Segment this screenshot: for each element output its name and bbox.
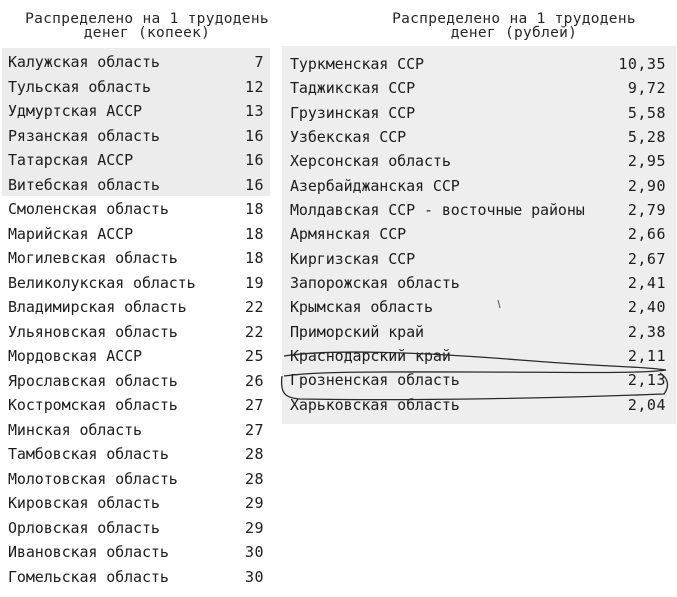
distribution-value: 28 bbox=[244, 469, 264, 488]
region-name: Рязанская область bbox=[8, 126, 160, 145]
distribution-value: 27 bbox=[244, 396, 264, 414]
region-name: Таджикская ССР bbox=[290, 79, 416, 98]
distribution-value: 29 bbox=[244, 494, 264, 512]
region-name: Марийская АССР bbox=[8, 224, 134, 243]
distribution-value: 5,28 bbox=[627, 128, 666, 147]
region-name: Крымская область bbox=[290, 298, 433, 317]
left-table bbox=[4, 50, 272, 589]
distribution-value: 29 bbox=[244, 518, 264, 537]
region-name: Грузинская ССР bbox=[290, 103, 416, 122]
distribution-value: 2,90 bbox=[627, 176, 666, 195]
distribution-value: 30 bbox=[244, 567, 264, 586]
left-table-row bbox=[4, 271, 272, 296]
distribution-value: 18 bbox=[244, 249, 264, 267]
distribution-value: 19 bbox=[244, 273, 264, 292]
right-table-row bbox=[286, 393, 672, 417]
region-name: Ивановская область bbox=[8, 543, 169, 561]
right-table-row bbox=[286, 198, 672, 222]
left-header-line-1: Распределено на 1 трудодень bbox=[25, 11, 269, 27]
region-name: Мордовская АССР bbox=[8, 347, 142, 365]
left-table-row bbox=[4, 491, 272, 516]
distribution-value: 2,13 bbox=[627, 371, 666, 390]
left-table-row bbox=[4, 50, 272, 75]
left-column-header bbox=[6, 12, 288, 40]
region-name: Великолукская область bbox=[8, 273, 196, 292]
left-table-row bbox=[4, 295, 272, 320]
distribution-value: 25 bbox=[244, 347, 264, 365]
right-table-row bbox=[286, 149, 672, 173]
region-name: Молдавская ССР - восточные районы bbox=[290, 201, 585, 220]
region-name: Молотовская область bbox=[8, 469, 178, 488]
distribution-value: 22 bbox=[244, 298, 264, 316]
region-name: Татарская АССР bbox=[8, 151, 134, 169]
left-table-row bbox=[4, 393, 272, 418]
left-table-row bbox=[4, 565, 272, 590]
right-table-row bbox=[286, 125, 672, 149]
region-name: Могилевская область bbox=[8, 249, 178, 267]
distribution-value: 2,66 bbox=[627, 225, 666, 244]
distribution-value: 12 bbox=[244, 77, 264, 96]
distribution-value: 2,11 bbox=[627, 347, 666, 366]
region-name: Приморский край bbox=[290, 322, 424, 341]
distribution-value: 28 bbox=[244, 445, 264, 463]
left-table-row bbox=[4, 99, 272, 124]
region-name: Орловская область bbox=[8, 518, 160, 537]
right-table-row bbox=[286, 344, 672, 368]
left-table-row bbox=[4, 516, 272, 541]
region-name: Краснодарский край bbox=[290, 347, 451, 366]
right-column-header bbox=[356, 12, 672, 40]
distribution-value: 2,79 bbox=[627, 201, 666, 220]
distribution-value: 22 bbox=[244, 322, 264, 341]
region-name: Тамбовская область bbox=[8, 445, 169, 463]
region-name: Грозненская область bbox=[290, 371, 460, 390]
region-name: Владимирская область bbox=[8, 298, 187, 316]
distribution-value: 16 bbox=[244, 175, 264, 194]
left-table-row bbox=[4, 246, 272, 271]
region-name: Тульская область bbox=[8, 77, 151, 96]
distribution-value: 16 bbox=[244, 151, 264, 169]
left-header-line-2: денег (копеек) bbox=[83, 25, 211, 41]
right-header-line-1: Распределено на 1 трудодень bbox=[392, 11, 636, 27]
right-table-row bbox=[286, 52, 672, 76]
region-name: Запорожская область bbox=[290, 274, 460, 293]
distribution-value: 9,72 bbox=[627, 79, 666, 98]
region-name: Армянская ССР bbox=[290, 225, 407, 244]
region-name: Узбекская ССР bbox=[290, 128, 407, 147]
region-name: Калужская область bbox=[8, 53, 160, 71]
distribution-value: 2,95 bbox=[627, 152, 666, 171]
left-table-row bbox=[4, 467, 272, 492]
right-table-row bbox=[286, 368, 672, 392]
right-table-row bbox=[286, 222, 672, 246]
left-table-row bbox=[4, 124, 272, 149]
left-table-row bbox=[4, 173, 272, 198]
distribution-value: 26 bbox=[244, 371, 264, 390]
left-table-row bbox=[4, 148, 272, 173]
region-name: Удмуртская АССР bbox=[8, 102, 142, 120]
right-table-row bbox=[286, 271, 672, 295]
left-table-row bbox=[4, 75, 272, 100]
region-name: Гомельская область bbox=[8, 567, 169, 586]
distribution-value: 30 bbox=[244, 543, 264, 561]
region-name: Ярославская область bbox=[8, 371, 178, 390]
right-table-row bbox=[286, 295, 672, 319]
distribution-value: 2,04 bbox=[627, 395, 666, 414]
left-table-row bbox=[4, 540, 272, 565]
distribution-value: 27 bbox=[244, 420, 264, 439]
distribution-value: 2,40 bbox=[627, 298, 666, 317]
left-table-row bbox=[4, 369, 272, 394]
left-table-row bbox=[4, 197, 272, 222]
distribution-value: 16 bbox=[244, 126, 264, 145]
right-table-row bbox=[286, 101, 672, 125]
right-header-line-2: денег (рублей) bbox=[450, 25, 578, 41]
region-name: Смоленская область bbox=[8, 200, 169, 218]
left-table-row bbox=[4, 418, 272, 443]
left-table-row bbox=[4, 320, 272, 345]
distribution-value: 5,58 bbox=[627, 103, 666, 122]
region-name: Витебская область bbox=[8, 175, 160, 194]
right-table-row bbox=[286, 320, 672, 344]
right-table-row bbox=[286, 76, 672, 100]
distribution-value: 2,38 bbox=[627, 322, 666, 341]
region-name: Харьковская область bbox=[290, 395, 460, 414]
right-table-row bbox=[286, 247, 672, 271]
region-name: Костромская область bbox=[8, 396, 178, 414]
distribution-value: 13 bbox=[244, 102, 264, 120]
region-name: Ульяновская область bbox=[8, 322, 178, 341]
region-name: Кировская область bbox=[8, 494, 160, 512]
region-name: Киргизская ССР bbox=[290, 249, 416, 268]
region-name: Азербайджанская ССР bbox=[290, 176, 460, 195]
distribution-value: 7 bbox=[254, 53, 264, 71]
distribution-value: 2,41 bbox=[627, 274, 666, 293]
right-table-row bbox=[286, 174, 672, 198]
distribution-value: 10,35 bbox=[618, 55, 666, 73]
left-table-row bbox=[4, 344, 272, 369]
distribution-value: 2,67 bbox=[627, 249, 666, 268]
left-table-row bbox=[4, 442, 272, 467]
region-name: Херсонская область bbox=[290, 152, 451, 171]
right-table bbox=[286, 52, 672, 417]
region-name: Минская область bbox=[8, 420, 142, 439]
left-table-row bbox=[4, 222, 272, 247]
distribution-value: 18 bbox=[244, 224, 264, 243]
distribution-value: 18 bbox=[244, 200, 264, 218]
region-name: Туркменская ССР bbox=[290, 55, 424, 73]
